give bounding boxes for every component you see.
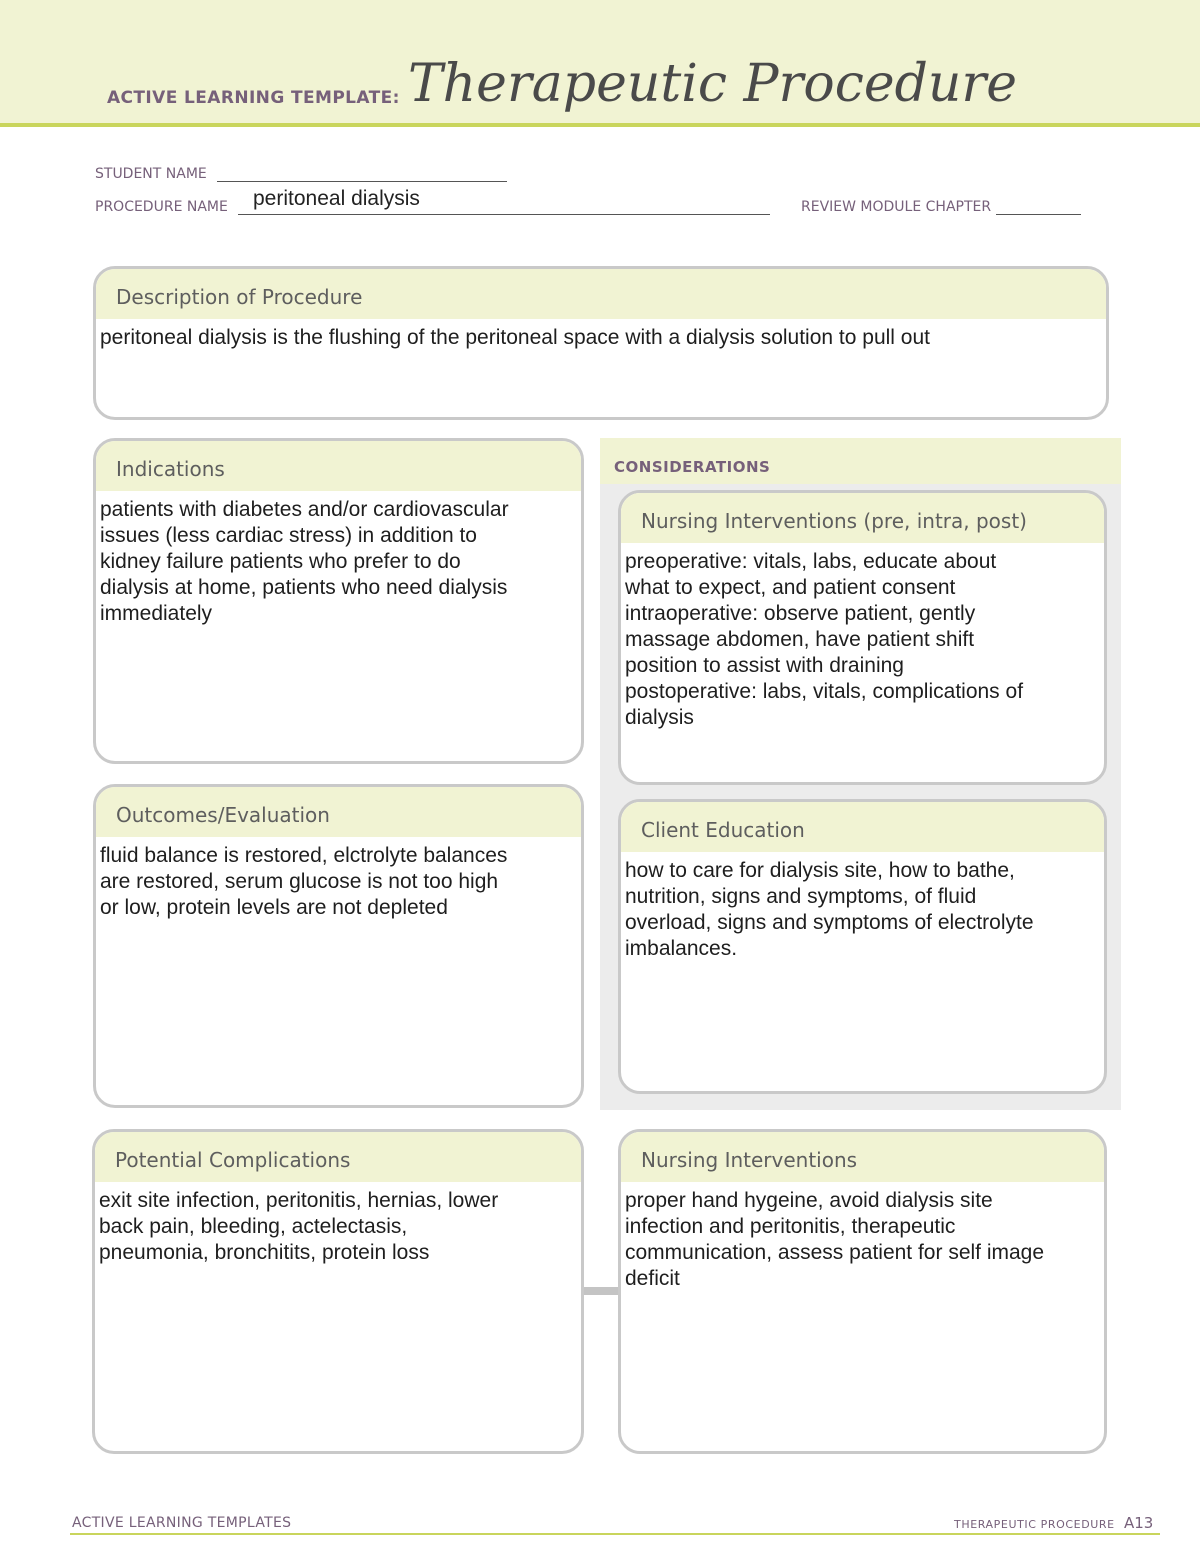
procedure-name-row [95,198,770,215]
outcomes-box [93,784,584,1108]
footer-rule [70,1533,1160,1535]
indications-title: Indications [96,441,581,491]
client-education-content[interactable]: how to care for dialysis site, how to bathe, nutrition, signs and symptoms, of fluid overload, signs and symptoms of electrolyte imbalances. [625,859,1034,960]
potential-complications-content[interactable]: exit site infection, peritonitis, hernias, lower back pain, bleeding, actelectasis, pneumonia, bronchitits, protein loss [99,1189,499,1264]
box-connector [582,1287,622,1295]
nursing-interventions-pip-box [618,490,1107,785]
nursing-interventions-pip-content[interactable]: preoperative: vitals, labs, educate about what to expect, and patient consent intraoperative: observe patient, gently massage abdomen, have patient shift position to assist with draining postoperative: labs, vitals, complications of dialysis [625,550,1024,729]
review-module-field[interactable] [996,198,1081,215]
template-label: ACTIVE LEARNING TEMPLATE: [107,88,400,108]
footer-left-label: ACTIVE LEARNING TEMPLATES [72,1515,292,1531]
review-module-row [801,198,1081,215]
procedure-name-label: PROCEDURE NAME [95,199,228,215]
footer-page-number: A13 [1124,1514,1154,1532]
student-name-field[interactable] [217,165,507,182]
outcomes-title: Outcomes/Evaluation [96,787,581,837]
footer-right-label: THERAPEUTIC PROCEDURE [954,1518,1115,1531]
potential-complications-title: Potential Complications [95,1132,581,1182]
student-name-label: STUDENT NAME [95,166,207,182]
header-rule [0,123,1200,127]
description-title: Description of Procedure [96,269,1106,319]
page-title: Therapeutic Procedure [408,54,1017,114]
description-content[interactable]: peritoneal dialysis is the flushing of the peritoneal space with a dialysis solution to pull out [100,326,930,349]
nursing-interventions-content[interactable]: proper hand hygeine, avoid dialysis site infection and peritonitis, therapeutic communication, assess patient for self image deficit [625,1189,1045,1290]
client-education-title: Client Education [621,802,1104,852]
description-box [93,266,1109,420]
indications-box [93,438,584,764]
outcomes-content[interactable]: fluid balance is restored, elctrolyte balances are restored, serum glucose is not too high or low, protein levels are not depleted [100,844,508,919]
student-name-row [95,165,507,182]
client-education-box [618,799,1107,1094]
nursing-interventions-title: Nursing Interventions [621,1132,1104,1182]
review-module-label: REVIEW MODULE CHAPTER [801,199,992,215]
nursing-interventions-box [618,1129,1107,1454]
procedure-name-value[interactable]: peritoneal dialysis [253,187,420,210]
considerations-label: CONSIDERATIONS [600,438,1121,484]
nursing-interventions-pip-title: Nursing Interventions (pre, intra, post) [621,493,1104,543]
potential-complications-box [92,1129,584,1454]
indications-content[interactable]: patients with diabetes and/or cardiovascular issues (less cardiac stress) in addition to kidney failure patients who prefer to do dialysis at home, patients who need dialysis immediately [100,498,509,625]
